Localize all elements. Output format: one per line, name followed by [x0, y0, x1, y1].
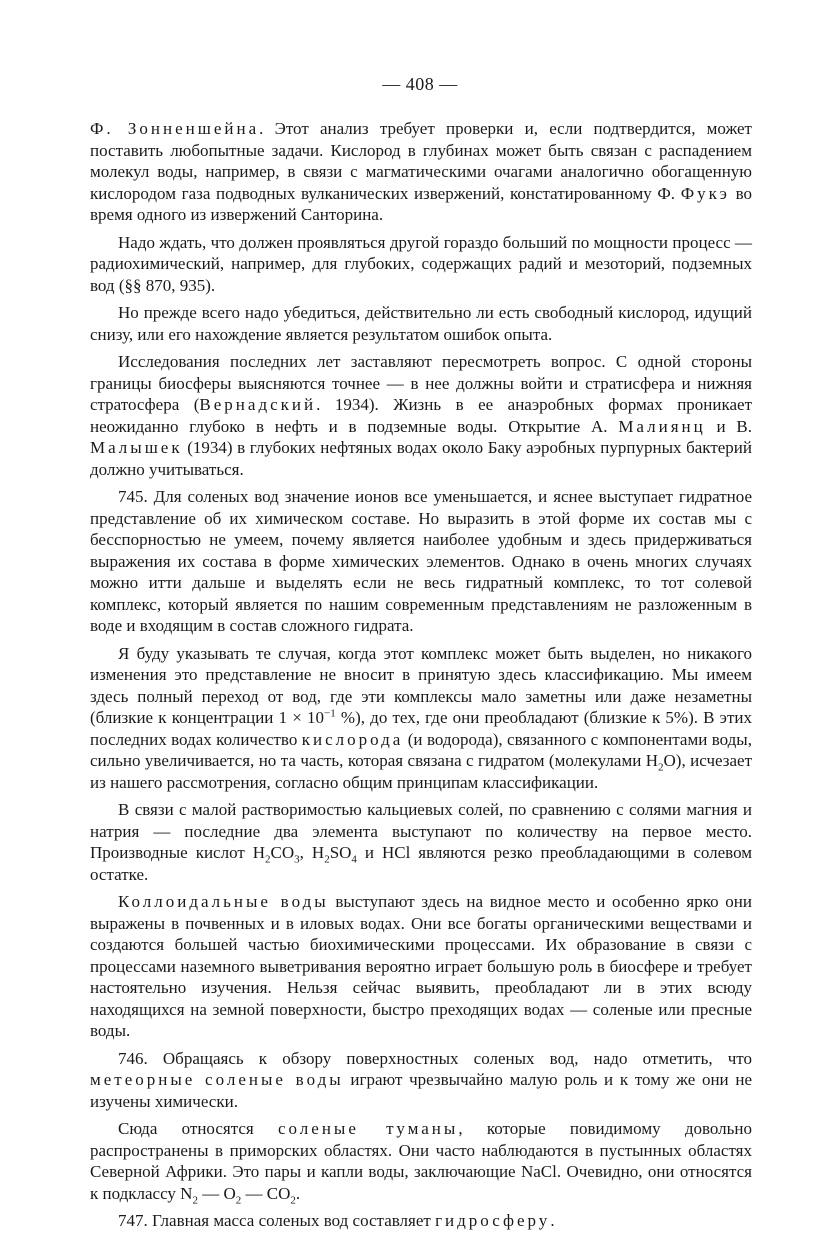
- paragraph-3: Но прежде всего надо убедиться, действительно ли есть свободный кислород, идущий снизу, или его нахождение является результатом ошибок опыта.: [90, 303, 752, 344]
- emphasized-term: соленые туманы: [277, 1119, 459, 1138]
- author-name: Фукэ: [680, 183, 730, 203]
- paragraph-7: В связи с малой растворимостью кальциевых солей, по сравнению с солями магния и натрия — последние два элемента выступают по количеству на первое место. Производные кислот $H_2CO_3$, $H_2SO_4$ и HCl являются резко преобладающими в солевом остатке.: [90, 800, 753, 884]
- emphasized-term: кислорода: [301, 729, 404, 749]
- emphasized-term: Коллоидальные воды: [118, 892, 329, 911]
- author-name: Малиянц: [618, 416, 706, 436]
- paragraph-2: Надо ждать, что должен проявляться другой гораздо больший по мощности процесс — радиохимический, например, для глубоких, содержащих радий и мезоторий, подземных вод (§§ 870, 935).: [90, 232, 752, 295]
- paragraph-745: 745. Для соленых вод значение ионов все уменьшается, и яснее выступает гидратное представление об их химическом составе. Но выразить в этой форме их состав мы с бесспорностью не умеем, почему является наиболее удобным и здесь придерживаться выражения их состава в форме химических элементов. Однако в очень многих случаях можно итти дальше и выделять если не весь гидратный комплекс, то тот солевой комплекс, который является по нашим современным представлениям не разложенным в воде и входящим в состав сложного гидрата.: [90, 487, 752, 635]
- emphasized-term: гидросферу: [435, 1211, 551, 1230]
- author-name: Ф. Зонненшейна: [90, 119, 260, 138]
- author-name: Вернадский: [199, 395, 317, 414]
- page-number: — 408 —: [382, 74, 458, 94]
- page-body: [90, 118, 752, 1238]
- author-name: Малышек: [90, 438, 183, 457]
- paragraph-746: 746. Обращаясь к обзору поверхностных соленых вод, надо отметить, что метеорные соленые воды играют чрезвычайно малую роль и к тому же они не изучены химически.: [90, 1048, 752, 1111]
- paragraph-1: Ф. Зонненшейна. Этот анализ требует проверки и, если подтвердится, может поставить любопытные задачи. Кислород в глубинах может быть связан с распадением молекул воды, например, в связи с магматическими очагами аналогично обогащенную кислородом газа подводных вулканических извержений, констатированному Ф. Фукэ во время одного из извержений Санторина.: [90, 119, 752, 224]
- paragraph-6: Я буду указывать те случая, когда этот комплекс может быть выделен, но никакого изменения это представление не вносит в принятую здесь классификацию. Мы имеем здесь полный переход от вод, где эти комплексы мало заметны или даже незаметны (близкие к концентрации $1 \times 10^{-1}$ %), до тех, где они преобладают (близкие к 5%). В этих последних водах количество кислорода (и водорода), связанного с компонентами воды, сильно увеличивается, но та часть, которая связана с гидратом (молекулами $H_2O$), исчезает из нашего рассмотрения, согласно общим принципам классификации.: [90, 643, 752, 792]
- emphasized-term: метеорные соленые воды: [90, 1070, 344, 1089]
- paragraph-10: Сюда относятся соленые туманы, которые повидимому довольно распространены в приморских областях. Они часто наблюдаются в пустынных областях Северной Африки. Это пары и капли воды, заключающие NaCl. Очевидно, они относятся к подклассу $N_2$ — $O_2$ — $CO_2$.: [90, 1119, 752, 1206]
- paragraph-4: Исследования последних лет заставляют пересмотреть вопрос. С одной стороны границы биосферы выясняются точнее — в нее должны войти и стратисфера и нижняя стратосфера (Вернадский. 1934). Жизнь в ее анаэробных формах проникает неожиданно глубоко в нефть и в подземные воды. Открытие А. Малиянц и В. Малышек (1934) в глубоких нефтяных водах около Баку аэробных пурпурных бактерий должно учитываться.: [90, 352, 753, 479]
- paragraph-747: 747. Главная масса соленых вод составляет гидросферу.: [118, 1211, 555, 1230]
- paragraph-8: Коллоидальные воды выступают здесь на видное место и особенно ярко они выражены в почвенных и в иловых водах. Они все богаты органическими веществами и создаются большей частью биохимическими процессами. Их образование в связи с процессами наземного выветривания вероятно играет большую роль в биосфере и требует настоятельно изучения. Нельзя сейчас выявить, преобладают ли в этих всюду находящихся на земной поверхности, быстро преходящих водах — соленые или пресные воды.: [90, 892, 752, 1040]
